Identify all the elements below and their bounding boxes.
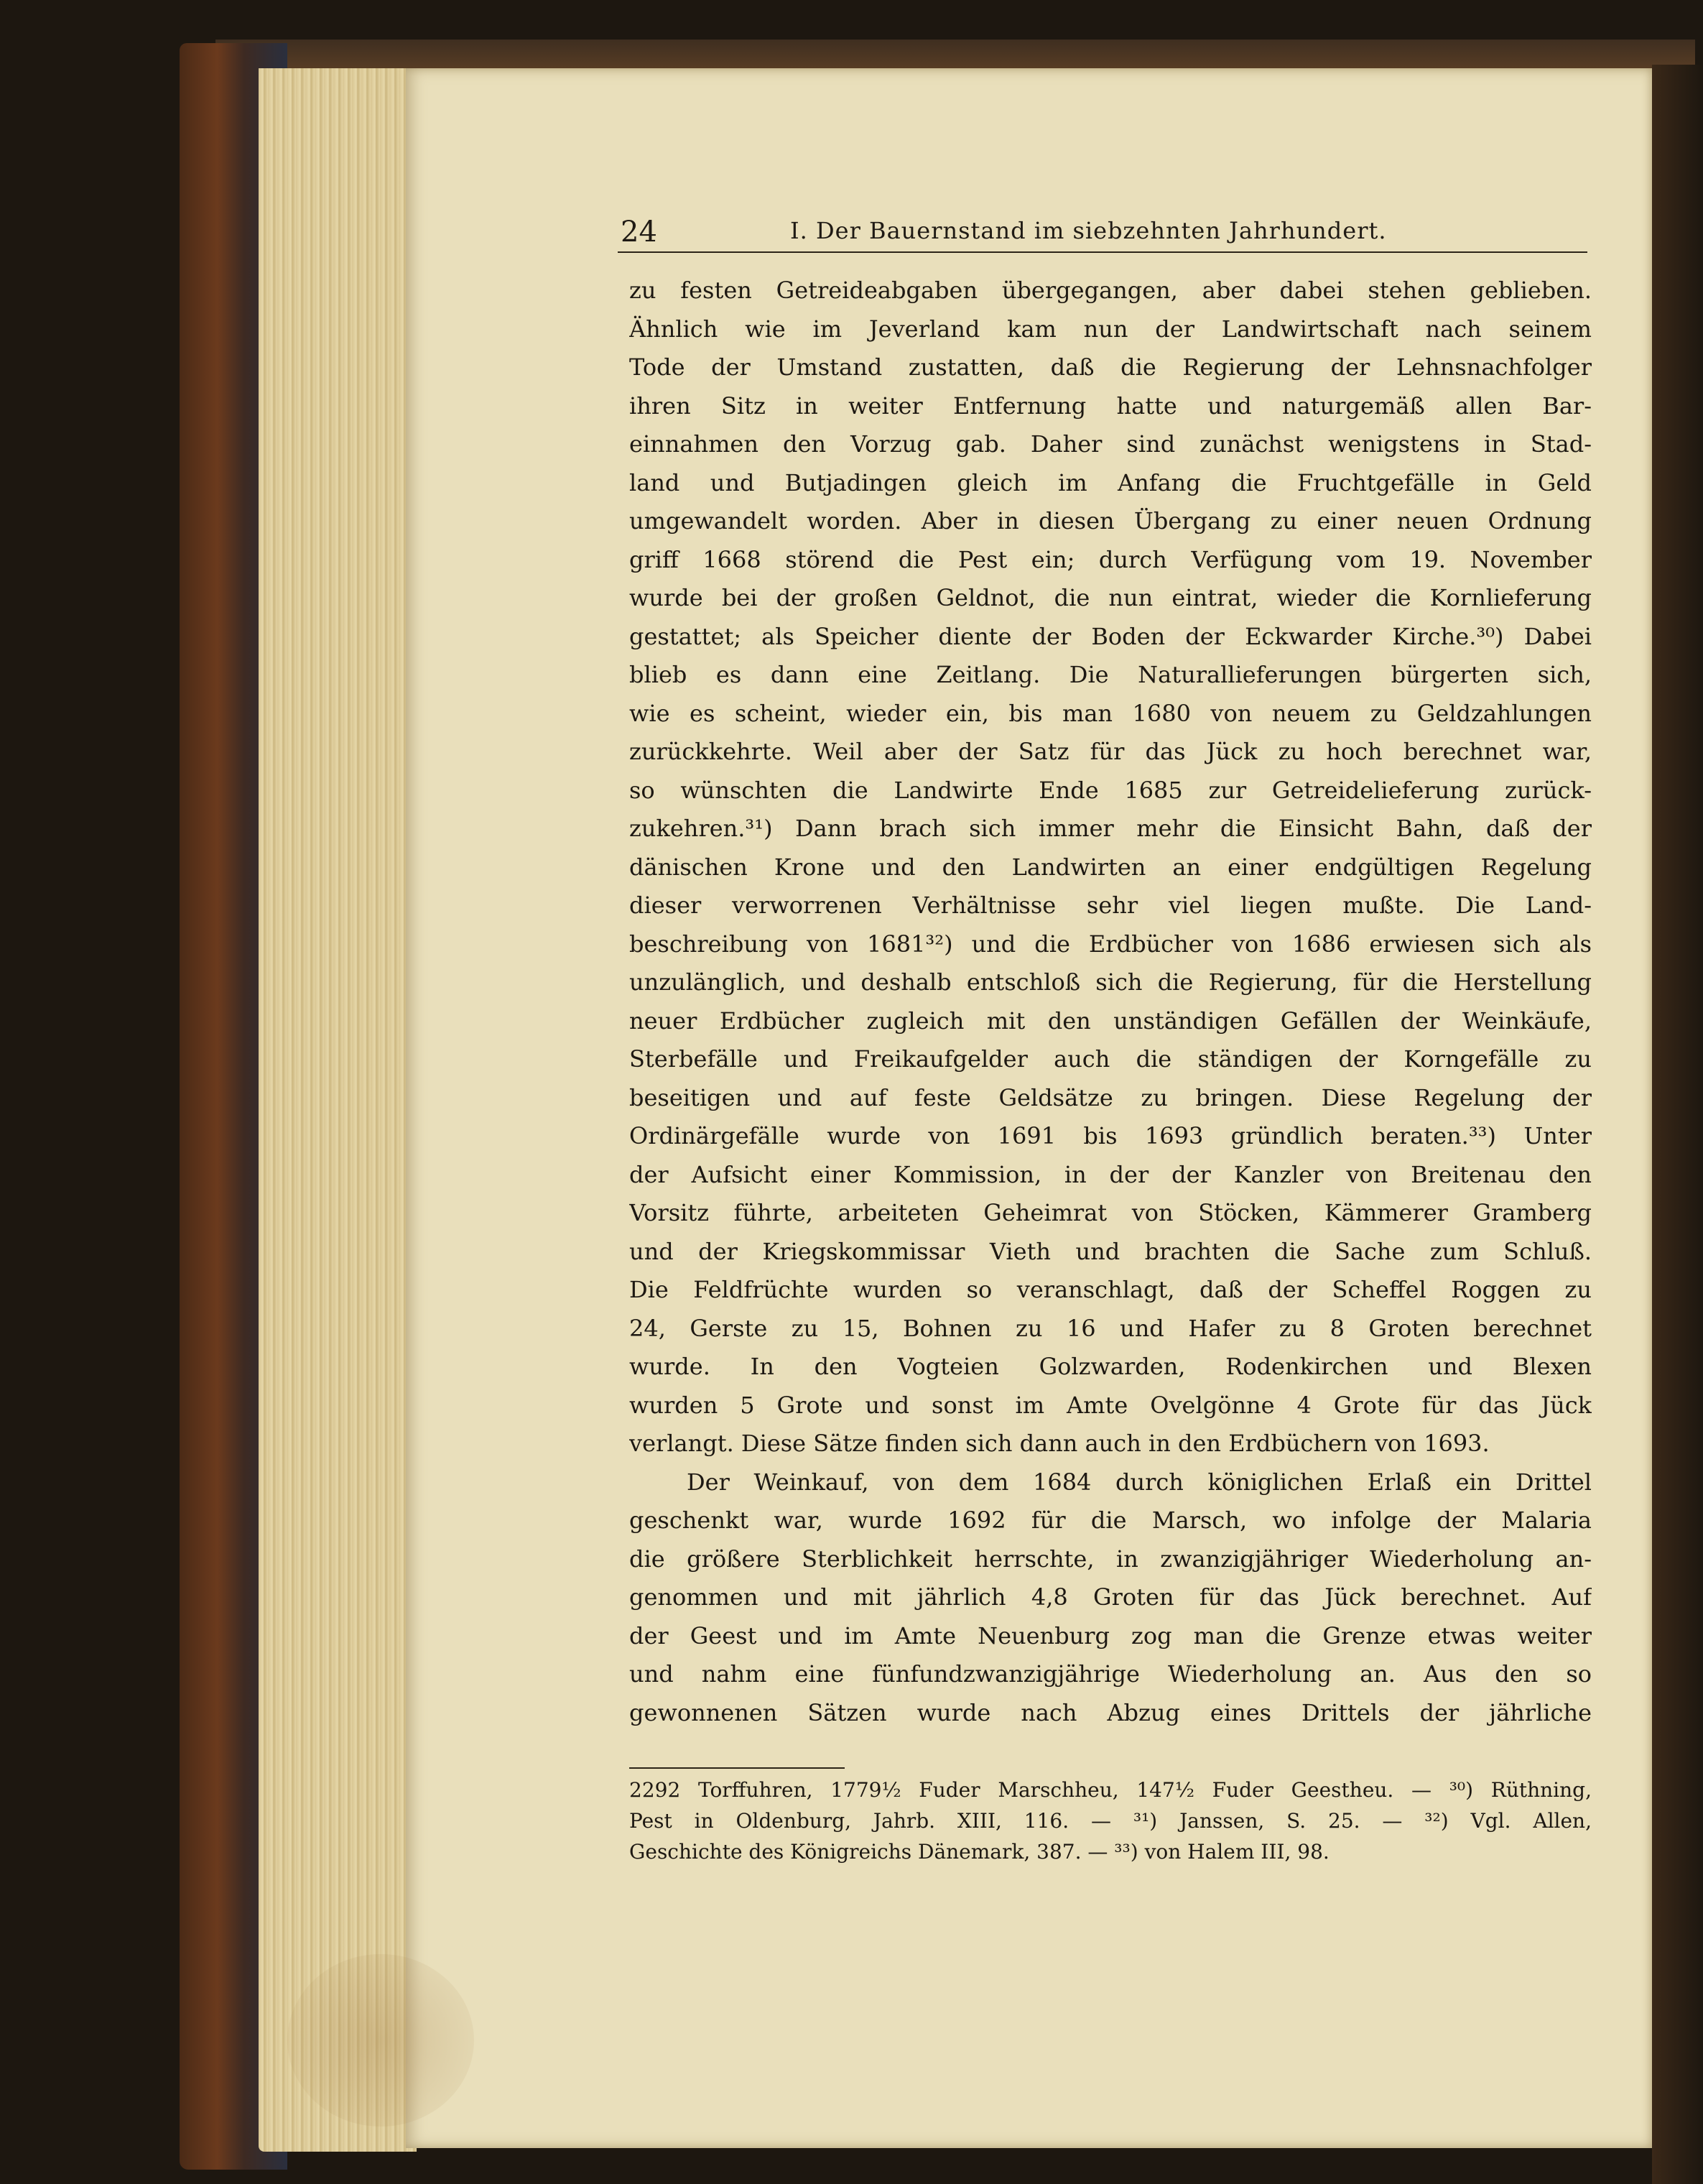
text-line: zukehren.³¹) Dann brach sich immer mehr die Einsicht Bahn, daß der [629, 815, 1592, 842]
text-line: wie es scheint, wieder ein, bis man 1680 von neuem zu Geldzahlungen [629, 699, 1592, 727]
text-line: gewonnenen Sätzen wurde nach Abzug eines Drittels der jährliche [629, 1698, 1592, 1726]
text-line: unzulänglich, und deshalb entschloß sich die Regierung, für die Herstellung [629, 968, 1592, 996]
footnote-line: 2292 Torffuhren, 1779½ Fuder Marschheu, 147½ Fuder Geestheu. — ³⁰) Rüthning, [629, 1778, 1592, 1802]
text-line: wurde. In den Vogteien Golzwarden, Rodenkirchen und Blexen [629, 1353, 1592, 1380]
text-line: Vorsitz führte, arbeiteten Geheimrat von Stöcken, Kämmerer Gramberg [629, 1199, 1592, 1226]
footnotes [629, 1774, 1592, 1867]
text-line: und der Kriegskommissar Vieth und brachten die Sache zum Schluß. [629, 1237, 1592, 1265]
book-cover-top-edge [215, 40, 1695, 72]
text-line: zu festen Getreideabgaben übergegangen, aber dabei stehen geblieben. [629, 277, 1592, 304]
running-title: I. Der Bauernstand im siebzehnten Jahrhundert. [790, 217, 1387, 244]
text-line: blieb es dann eine Zeitlang. Die Naturallieferungen bürgerten sich, [629, 661, 1592, 688]
text-line: Ähnlich wie im Jeverland kam nun der Landwirtschaft nach seinem [629, 315, 1592, 343]
text-line: Tode der Umstand zustatten, daß die Regierung der Lehnsnachfolger [629, 353, 1592, 381]
text-line: griff 1668 störend die Pest ein; durch Verfügung vom 19. November [629, 545, 1592, 573]
text-line: ihren Sitz in weiter Entfernung hatte und naturgemäß allen Bar- [629, 392, 1592, 420]
footnote-divider [629, 1767, 845, 1769]
text-line: einnahmen den Vorzug gab. Daher sind zunächst wenigstens in Stad- [629, 430, 1592, 458]
page-edges [259, 68, 417, 2152]
text-line: dänischen Krone und den Landwirten an einer endgültigen Regelung [629, 853, 1592, 881]
text-line: geschenkt war, wurde 1692 für die Marsch, wo infolge der Malaria [629, 1507, 1592, 1534]
text-line: so wünschten die Landwirte Ende 1685 zur Getreidelieferung zurück- [629, 776, 1592, 804]
text-line: umgewandelt worden. Aber in diesen Übergang zu einer neuen Ordnung [629, 507, 1592, 535]
main-text [629, 272, 1592, 1732]
footnote-line: Pest in Oldenburg, Jahrb. XIII, 116. — ³¹) Janssen, S. 25. — ³²) Vgl. Allen, [629, 1809, 1592, 1833]
text-line: zurückkehrte. Weil aber der Satz für das Jück zu hoch berechnet war, [629, 738, 1592, 765]
text-line: und nahm eine fünfundzwanzigjährige Wiederholung an. Aus den so [629, 1660, 1592, 1688]
text-line: verlangt. Diese Sätze finden sich dann auch in den Erdbüchern von 1693. [629, 1430, 1490, 1457]
text-line: land und Butjadingen gleich im Anfang die Fruchtgefälle in Geld [629, 468, 1592, 496]
page-number: 24 [621, 216, 657, 249]
text-line: Sterbefälle und Freikaufgelder auch die ständigen der Korngefälle zu [629, 1045, 1592, 1073]
text-line: der Aufsicht einer Kommission, in der der Kanzler von Breitenau den [629, 1160, 1592, 1188]
text-line: genommen und mit jährlich 4,8 Groten für das Jück berechnet. Auf [629, 1583, 1592, 1611]
text-line: dieser verworrenen Verhältnisse sehr viel liegen mußte. Die Land- [629, 892, 1592, 919]
footnote-line: Geschichte des Königreichs Dänemark, 387. — ³³) von Halem III, 98. [629, 1840, 1330, 1864]
text-line: Ordinärgefälle wurde von 1691 bis 1693 gründlich beraten.³³) Unter [629, 1122, 1592, 1149]
text-line: Der Weinkauf, von dem 1684 durch königlichen Erlaß ein Drittel [687, 1468, 1592, 1496]
text-line: wurde bei der großen Geldnot, die nun eintrat, wieder die Kornlieferung [629, 584, 1592, 611]
text-line: neuer Erdbücher zugleich mit den unständigen Gefällen der Weinkäufe, [629, 1007, 1592, 1035]
text-line: die größere Sterblichkeit herrschte, in zwanzigjähriger Wiederholung an- [629, 1545, 1592, 1573]
book-cover-right-edge [1652, 65, 1703, 2184]
text-line: der Geest und im Amte Neuenburg zog man die Grenze etwas weiter [629, 1621, 1592, 1649]
text-line: Die Feldfrüchte wurden so veranschlagt, daß der Scheffel Roggen zu [629, 1276, 1592, 1303]
text-line: beseitigen und auf feste Geldsätze zu bringen. Diese Regelung der [629, 1083, 1592, 1111]
text-line: 24, Gerste zu 15, Bohnen zu 16 und Hafer zu 8 Groten berechnet [629, 1314, 1592, 1342]
text-line: beschreibung von 1681³²) und die Erdbücher von 1686 erwiesen sich als [629, 930, 1592, 958]
text-line: gestattet; als Speicher diente der Boden der Eckwarder Kirche.³⁰) Dabei [629, 622, 1592, 650]
running-header [618, 214, 1587, 253]
text-line: wurden 5 Grote und sonst im Amte Ovelgönne 4 Grote für das Jück [629, 1391, 1592, 1419]
paper-stain [287, 1954, 474, 2127]
